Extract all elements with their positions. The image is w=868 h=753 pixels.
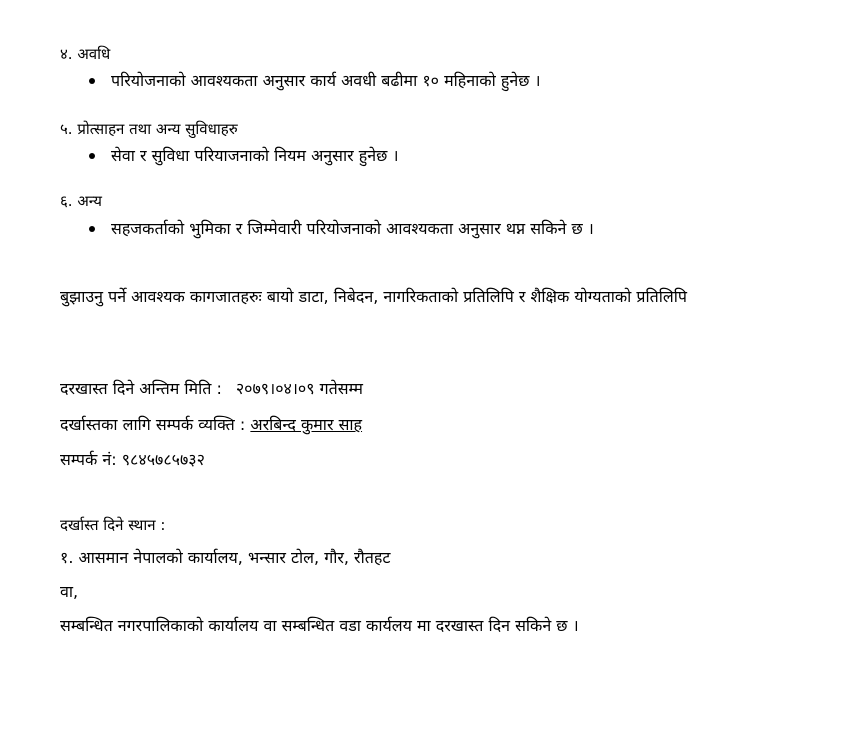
section-bullet-other: सहजकर्ताको भुमिका र जिम्मेवारी परियोजनाको आवश्यकता अनुसार थप्न सकिने छ । [111, 219, 594, 238]
contact-number: सम्पर्क नं: ९८४५७८५७३२ [60, 450, 205, 469]
section-heading-duration: ४. अवधि [60, 45, 111, 63]
deadline-label: दरखास्त दिने अन्तिम मिति : [60, 379, 222, 398]
bullet-dot [89, 153, 95, 159]
bullet-dot [89, 226, 95, 232]
contact-person-name: अरबिन्द कुमार साह [250, 415, 363, 434]
contact-person-label: दर्खास्तका लागि सम्पर्क व्यक्ति : [60, 415, 246, 434]
application-place-option-1: १. आसमान नेपालको कार्यालय, भन्सार टोल, गौर, रौतहट [60, 548, 391, 567]
application-place-heading: दर्खास्त दिने स्थान : [60, 516, 166, 534]
section-bullet-duration: परियोजनाको आवश्यकता अनुसार कार्य अवधी बढीमा १० महिनाको हुनेछ । [111, 71, 541, 90]
deadline-value: २०७९।०४।०९ गतेसम्म [235, 379, 363, 398]
bullet-dot [89, 78, 95, 84]
application-place-option-2: सम्बन्धित नगरपालिकाको कार्यालय वा सम्बन्धित वडा कार्यलय मा दरखास्त दिन सकिने छ । [60, 616, 579, 635]
application-place-or: वा, [60, 582, 79, 601]
section-heading-other: ६. अन्य [60, 192, 102, 210]
deadline-line [60, 378, 363, 400]
section-heading-incentives: ५. प्रोत्साहन तथा अन्य सुविधाहरु [60, 120, 238, 138]
documents-required-paragraph: बुझाउनु पर्ने आवश्यक कागजातहरुः बायो डाटा, निबेदन, नागरिकताको प्रतिलिपि र शैक्षिक योग्यताको प्रतिलिपि [60, 287, 687, 306]
contact-person-line [60, 414, 362, 436]
section-bullet-incentives: सेवा र सुविधा परियाजनाको नियम अनुसार हुनेछ । [111, 146, 399, 165]
